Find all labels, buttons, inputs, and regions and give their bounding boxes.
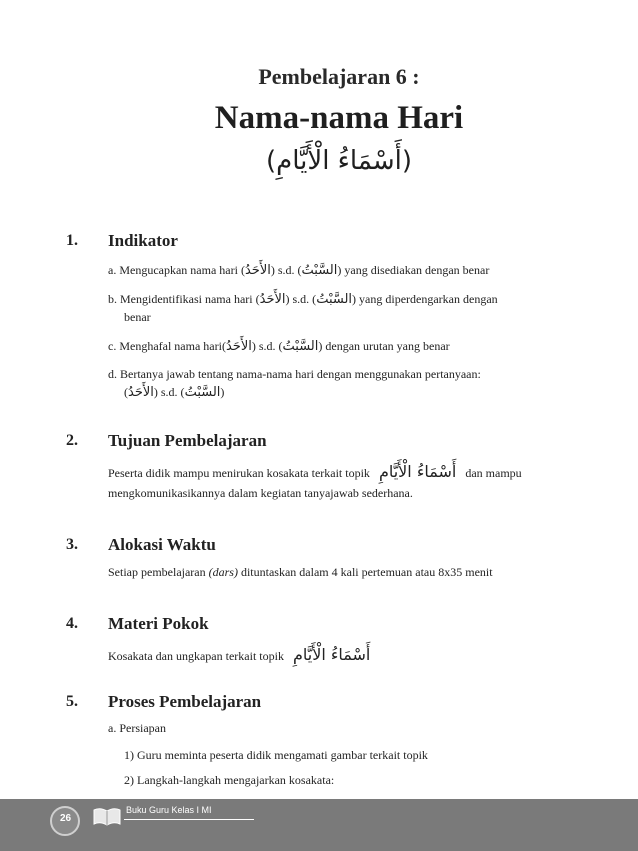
footer-divider <box>124 819 254 820</box>
time-text-italic: (dars) <box>208 565 238 579</box>
indicator-a-mid: ) s.d. ( <box>270 263 302 277</box>
objective-text: Peserta didik mampu menirukan kosakata terkait topik <box>108 466 370 480</box>
indicator-b-cont: benar <box>124 310 151 324</box>
indicator-c-arabic-1: الأَحَدُ <box>225 339 252 354</box>
material-arabic: أَسْمَاءُ الْأَيَّامِ <box>292 645 371 664</box>
time-text-after: dituntaskan dalam 4 kali pertemuan atau 8x35 menit <box>237 565 493 579</box>
indicator-d-cont <box>124 384 579 401</box>
indicator-d-mid: ) s.d. ( <box>153 385 185 399</box>
indicator-a-arabic-1: الأَحَدُ <box>244 263 271 278</box>
indicator-a <box>108 262 563 279</box>
indicator-c <box>108 338 563 355</box>
indicator-b-prefix: b. Mengidentifikasi nama hari ( <box>108 292 260 306</box>
indicator-b <box>108 291 563 308</box>
indicator-c-mid: ) s.d. ( <box>251 339 283 353</box>
objective-arabic: أَسْمَاءُ الْأَيَّامِ <box>378 462 457 481</box>
page-number: 26 <box>60 813 72 824</box>
section-1-number: 1. <box>66 232 78 249</box>
lesson-title-arabic: (أَسْمَاءُ الْأَيَّامِ) <box>265 146 413 176</box>
indicator-b-arabic-1: الأَحَدُ <box>259 292 286 307</box>
section-5-number: 5. <box>66 693 78 710</box>
indicator-a-arabic-2: السَّبْتُ <box>301 263 338 278</box>
section-3-number: 3. <box>66 536 78 553</box>
time-allocation-text <box>108 564 563 580</box>
section-1-title: Indikator <box>108 231 178 250</box>
indicator-b-suffix: ) yang diperdengarkan dengan <box>352 292 498 306</box>
section-2-number: 2. <box>66 432 78 449</box>
indicator-d-prefix: ( <box>124 385 128 399</box>
indicator-c-arabic-2: السَّبْتُ <box>282 339 319 354</box>
process-step-2: 2) Langkah-langkah mengajarkan kosakata: <box>124 773 335 787</box>
material-line <box>108 647 563 664</box>
indicator-d: d. Bertanya jawab tentang nama-nama hari dengan menggunakan pertanyaan: <box>108 367 481 381</box>
indicator-a-prefix: a. Mengucapkan nama hari ( <box>108 263 245 277</box>
section-5-title: Proses Pembelajaran <box>108 692 262 711</box>
material-text: Kosakata dan ungkapan terkait topik <box>108 649 284 663</box>
objective-line-1 <box>108 464 563 481</box>
section-4-title: Materi Pokok <box>108 614 209 633</box>
section-3-title: Alokasi Waktu <box>108 535 216 554</box>
time-text-before: Setiap pembelajaran <box>108 565 209 579</box>
lesson-title: Nama-nama Hari <box>214 100 464 136</box>
indicator-c-suffix: ) dengan urutan yang benar <box>318 339 450 353</box>
objective-line-2: mengkomunikasikannya dalam kegiatan tanyajawab sederhana. <box>108 486 413 500</box>
indicator-d-suffix: ) <box>220 385 225 399</box>
indicator-b-mid: ) s.d. ( <box>285 292 317 306</box>
lesson-number: Pembelajaran 6 : <box>258 64 420 89</box>
book-label: Buku Guru Kelas I MI <box>126 805 212 815</box>
indicator-a-suffix: ) yang disediakan dengan benar <box>337 263 490 277</box>
indicator-b-arabic-2: السَّبْتُ <box>316 292 353 307</box>
process-sub-a: a. Persiapan <box>108 721 166 735</box>
open-book-icon <box>92 805 122 827</box>
section-2-title: Tujuan Pembelajaran <box>108 431 267 450</box>
process-step-1: 1) Guru meminta peserta didik mengamati gambar terkait topik <box>124 748 428 762</box>
indicator-d-arabic-2: السَّبْتُ <box>184 385 221 400</box>
objective-suffix: dan mampu <box>465 466 522 480</box>
section-4-number: 4. <box>66 615 78 632</box>
indicator-d-arabic-1: الأَحَدُ <box>128 385 154 400</box>
indicator-c-prefix: c. Menghafal nama hari( <box>108 339 226 353</box>
